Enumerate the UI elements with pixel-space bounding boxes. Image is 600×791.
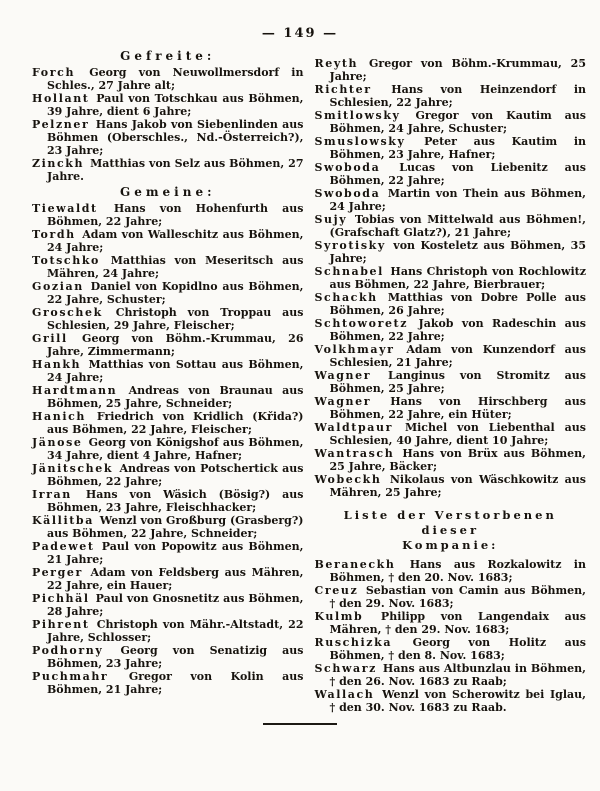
entry-surname: Sujy xyxy=(314,213,348,226)
entry-details: Hans von Wäsich (Bösig?) aus Böhmen, 23 Jahre, Fleischhacker; xyxy=(47,488,304,514)
entry-surname: Gozian xyxy=(32,280,84,293)
entry-surname: Syrotisky xyxy=(314,239,386,252)
roster-entry xyxy=(315,109,587,135)
deceased-heading-line2: Kompanie: xyxy=(402,538,499,552)
entry-details: Matthias von Dobre Polle aus Böhmen, 26 Jahre; xyxy=(329,291,586,317)
entry-details: Martin von Thein aus Böhmen, 24 Jahre; xyxy=(329,187,586,213)
entry-surname: Smuslowsky xyxy=(314,135,406,148)
roster-entry xyxy=(315,239,587,265)
roster-entry xyxy=(315,343,587,369)
roster-entry xyxy=(315,291,587,317)
roster-entry xyxy=(32,462,304,488)
deceased-entry xyxy=(315,610,587,636)
roster-entry xyxy=(32,118,304,157)
roster-entry xyxy=(315,213,587,239)
deceased-list xyxy=(315,558,587,714)
roster-entry xyxy=(315,317,587,343)
roster-entry xyxy=(315,187,587,213)
entry-surname: Volkhmayr xyxy=(314,343,395,356)
entry-details: Georg von Senatizig aus Böhmen, 23 Jahre; xyxy=(47,644,304,670)
entry-details: Georg von Neuwollmersdorf in Schles., 27 Jahre alt; xyxy=(47,66,304,92)
entry-surname: Padewet xyxy=(32,540,95,553)
entry-details: Nikolaus von Wäschkowitz aus Mähren, 25 Jahre; xyxy=(329,473,586,499)
entry-surname: Irran xyxy=(32,488,72,501)
entry-surname: Hardtmann xyxy=(32,384,118,397)
deceased-entry xyxy=(315,636,587,662)
entry-details: Michel von Liebenthal aus Schlesien, 40 Jahre, dient 10 Jahre; xyxy=(329,421,586,447)
entry-surname: Perger xyxy=(32,566,83,579)
deceased-heading-line1: Liste der Verstorbenen dieser xyxy=(343,508,557,537)
entry-surname: Creuz xyxy=(314,584,359,597)
entry-surname: Swoboda xyxy=(314,161,381,174)
roster-entry xyxy=(315,395,587,421)
roster-entry xyxy=(32,618,304,644)
entry-surname: Richter xyxy=(314,83,372,96)
entry-details: Paul von Gnosnetitz aus Böhmen, 28 Jahre; xyxy=(47,592,304,618)
entry-details: Hans aus Altbunzlau in Böhmen, † den 26. Nov. 1683 zu Raab; xyxy=(329,662,586,688)
entry-surname: Wagner xyxy=(314,369,372,382)
entry-surname: Forch xyxy=(32,66,76,79)
roster-entry xyxy=(315,161,587,187)
section-heading-gemeine: Gemeine: xyxy=(119,185,216,199)
page-number: — 149 — xyxy=(261,26,339,41)
entry-surname: Schnabel xyxy=(314,265,384,278)
roster-entry xyxy=(32,436,304,462)
entry-surname: Jänose xyxy=(32,436,83,449)
entry-surname: Pichhäl xyxy=(32,592,90,605)
entry-details: Adam von Walleschitz aus Böhmen, 24 Jahre; xyxy=(47,228,304,254)
entry-surname: Schwarz xyxy=(314,662,377,675)
roster-list-gemeine-continued xyxy=(315,57,587,499)
roster-entry xyxy=(315,369,587,395)
entry-details: Friedrich von Kridlich (Křida?) aus Böhmen, 22 Jahre, Fleischer; xyxy=(47,410,304,436)
entry-surname: Jänitschek xyxy=(32,462,114,475)
roster-list-gemeine xyxy=(32,202,304,696)
roster-entry xyxy=(315,57,587,83)
entry-surname: Swoboda xyxy=(314,187,381,200)
entry-surname: Smitlowsky xyxy=(314,109,401,122)
entry-surname: Hankh xyxy=(32,358,82,371)
entry-details: Hans von Hirschberg aus Böhmen, 22 Jahre, ein Hüter; xyxy=(329,395,586,421)
entry-surname: Zinckh xyxy=(32,157,85,170)
entry-surname: Grill xyxy=(32,332,68,345)
entry-surname: Schtoworetz xyxy=(314,317,409,330)
entry-surname: Podhorny xyxy=(32,644,104,657)
roster-entry xyxy=(315,421,587,447)
entry-details: von Kosteletz aus Böhmen, 35 Jahre; xyxy=(329,239,586,265)
entry-details: Hans von Brüx aus Böhmen, 25 Jahre, Bäcker; xyxy=(329,447,586,473)
entry-details: Andreas von Braunau aus Böhmen, 25 Jahre, Schneider; xyxy=(47,384,304,410)
roster-entry xyxy=(315,447,587,473)
deceased-section-heading xyxy=(315,508,587,553)
entry-surname: Hollant xyxy=(32,92,90,105)
entry-details: Christoph von Troppau aus Schlesien, 29 Jahre, Fleischer; xyxy=(47,306,304,332)
entry-surname: Pihrent xyxy=(32,618,90,631)
entry-details: Hans Jakob von Siebenlinden aus Böhmen (Oberschles., Nd.-Österreich?), 23 Jahre; xyxy=(47,118,304,157)
roster-entry xyxy=(315,135,587,161)
entry-details: Lucas von Liebenitz aus Böhmen, 22 Jahre; xyxy=(329,161,586,187)
entry-details: Georg von Holitz aus Böhmen, † den 8. Nov. 1683; xyxy=(329,636,586,662)
roster-entry xyxy=(32,66,304,92)
entry-details: Paul von Totschkau aus Böhmen, 39 Jahre, dient 6 Jahre; xyxy=(47,92,304,118)
entry-details: Hans von Heinzendorf in Schlesien, 22 Jahre; xyxy=(329,83,586,109)
end-of-section-rule xyxy=(263,723,337,725)
entry-surname: Hanich xyxy=(32,410,86,423)
roster-entry xyxy=(32,514,304,540)
deceased-entry xyxy=(315,558,587,584)
entry-surname: Puchmahr xyxy=(32,670,109,683)
entry-details: Gregor von Kautim aus Böhmen, 24 Jahre, Schuster; xyxy=(329,109,586,135)
entry-details: Matthias von Selz aus Böhmen, 27 Jahre. xyxy=(47,157,304,183)
right-column xyxy=(315,47,587,714)
roster-entry xyxy=(315,83,587,109)
roster-entry xyxy=(32,488,304,514)
entry-details: Jakob von Radeschin aus Böhmen, 22 Jahre; xyxy=(329,317,586,343)
roster-entry xyxy=(32,306,304,332)
roster-entry xyxy=(32,540,304,566)
entry-surname: Tordh xyxy=(32,228,76,241)
roster-entry xyxy=(32,332,304,358)
entry-surname: Groschek xyxy=(32,306,103,319)
roster-entry xyxy=(32,280,304,306)
entry-details: Georg von Böhm.-Krummau, 26 Jahre, Zimmermann; xyxy=(47,332,304,358)
roster-entry xyxy=(32,670,304,696)
entry-surname: Wagner xyxy=(314,395,372,408)
entry-details: Hans von Hohenfurth aus Böhmen, 22 Jahre; xyxy=(47,202,304,228)
entry-details: Christoph von Mähr.-Altstadt, 22 Jahre, Schlosser; xyxy=(47,618,304,644)
deceased-entry xyxy=(315,584,587,610)
roster-entry xyxy=(32,384,304,410)
entry-surname: Pelzner xyxy=(32,118,90,131)
entry-details: Wenzl von Scherowitz bei Iglau, † den 30. Nov. 1683 zu Raab. xyxy=(329,688,586,714)
entry-surname: Källitba xyxy=(32,514,94,527)
deceased-entry xyxy=(315,662,587,688)
entry-details: Paul von Popowitz aus Böhmen, 21 Jahre; xyxy=(47,540,304,566)
deceased-entry xyxy=(315,688,587,714)
entry-surname: Schackh xyxy=(314,291,378,304)
roster-entry xyxy=(315,473,587,499)
entry-details: Peter aus Kautim in Böhmen, 23 Jahre, Hafner; xyxy=(329,135,586,161)
entry-details: Hans Christoph von Rochlowitz aus Böhmen, 22 Jahre, Bierbrauer; xyxy=(329,265,586,291)
entry-details: Hans aus Rozkalowitz in Böhmen, † den 20. Nov. 1683; xyxy=(329,558,586,584)
entry-surname: Beraneckh xyxy=(314,558,396,571)
entry-surname: Tiewaldt xyxy=(32,202,98,215)
roster-entry xyxy=(32,202,304,228)
entry-details: Daniel von Kopidlno aus Böhmen, 22 Jahre, Schuster; xyxy=(47,280,304,306)
left-column xyxy=(32,47,304,714)
entry-details: Philipp von Langendaix aus Mähren, † den 29. Nov. 1683; xyxy=(329,610,586,636)
section-heading-gefreite: Gefreite: xyxy=(120,49,216,63)
roster-entry xyxy=(32,644,304,670)
entry-details: Andreas von Potschertick aus Böhmen, 22 Jahre; xyxy=(47,462,304,488)
roster-entry xyxy=(32,566,304,592)
entry-surname: Wobeckh xyxy=(314,473,382,486)
entry-details: Sebastian von Camin aus Böhmen, † den 29. Nov. 1683; xyxy=(329,584,586,610)
entry-details: Wenzl von Großburg (Grasberg?) aus Böhmen, 22 Jahre, Schneider; xyxy=(47,514,304,540)
entry-details: Gregor von Kolin aus Böhmen, 21 Jahre; xyxy=(47,670,304,696)
entry-surname: Wallach xyxy=(314,688,375,701)
scanned-book-page xyxy=(0,26,600,791)
entry-surname: Waldtpaur xyxy=(314,421,393,434)
entry-surname: Kulmb xyxy=(314,610,364,623)
roster-entry xyxy=(315,265,587,291)
entry-details: Adam von Kunzendorf aus Schlesien, 21 Jahre; xyxy=(329,343,586,369)
roster-entry xyxy=(32,254,304,280)
roster-entry xyxy=(32,358,304,384)
two-column-text-block xyxy=(0,47,600,714)
entry-details: Matthias von Sottau aus Böhmen, 24 Jahre; xyxy=(47,358,304,384)
entry-surname: Ruschizka xyxy=(314,636,393,649)
entry-details: Georg von Königshof aus Böhmen, 34 Jahre, dient 4 Jahre, Hafner; xyxy=(47,436,304,462)
entry-surname: Wantrasch xyxy=(314,447,395,460)
roster-entry xyxy=(32,592,304,618)
entry-details: Adam von Feldsberg aus Mähren, 22 Jahre, ein Hauer; xyxy=(47,566,304,592)
entry-surname: Totschko xyxy=(32,254,100,267)
entry-details: Langinus von Stromitz aus Böhmen, 25 Jahre; xyxy=(329,369,586,395)
entry-details: Tobias von Mittelwald aus Böhmen!, (Grafschaft Glatz?), 21 Jahre; xyxy=(329,213,586,239)
roster-entry xyxy=(32,92,304,118)
roster-list-gefreite xyxy=(32,66,304,183)
entry-details: Gregor von Böhm.-Krummau, 25 Jahre; xyxy=(329,57,586,83)
roster-entry xyxy=(32,410,304,436)
entry-details: Matthias von Meseritsch aus Mähren, 24 Jahre; xyxy=(47,254,304,280)
roster-entry xyxy=(32,157,304,183)
entry-surname: Reyth xyxy=(314,57,359,70)
roster-entry xyxy=(32,228,304,254)
